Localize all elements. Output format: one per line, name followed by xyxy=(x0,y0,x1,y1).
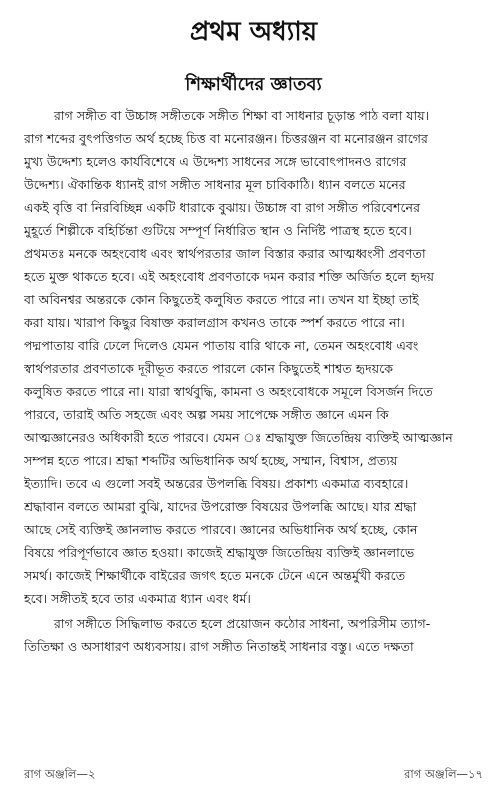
text-line: করা যায়। খারাপ কিছুর বিষাক্ত করালগ্রাস কখনও তাকে স্পর্শ করতে পারে না। xyxy=(24,315,405,330)
text-line: স্বার্থপরতার প্রবণতাকে দূরীভূত করতে পারলে কোন কিছুতেই শাশ্বত হৃদয়কে xyxy=(24,361,394,376)
text-line: উদ্দেশ্য। ঐকান্তিক ধ্যানই রাগ সঙ্গীত সাধনার মূল চাবিকাঠি। ধ্যান বলতে মনের xyxy=(24,177,406,192)
section-title: শিক্ষার্থীদের জ্ঞাতব্য xyxy=(185,74,322,95)
text-line: আছে সেই ব্যক্তিই জ্ঞানলাভ করতে পারবে। জ্ঞানের অভিধানিক অর্থ হচ্ছে, কোন xyxy=(24,522,418,537)
text-line: প্রথমতঃ মনকে অহংবোধ এবং স্বার্থপরতার জাল বিস্তার করার আত্মধ্বংসী প্রবণতা xyxy=(24,246,426,261)
chapter-title: প্রথম অধ্যায় xyxy=(189,17,318,47)
text-line: সমর্থ। কাজেই শিক্ষার্থীকে বাইরের জগৎ হতে মনকে টেনে এনে অন্তর্মুখী করতে xyxy=(24,568,406,583)
text-line: কলুষিত করতে পারে না। যারা স্বার্থবুদ্ধি, কামনা ও অহংবোধকে সমূলে বিসর্জন দিতে xyxy=(24,384,433,399)
page-footer xyxy=(24,766,483,788)
footer-right-page-number: রাগ অঞ্জলি—১৭ xyxy=(404,767,483,781)
body-text xyxy=(24,104,483,658)
text-line: তিতিক্ষা ও অসাধারণ অধ্যবসায়। রাগ সঙ্গীত নিতান্তই সাধনার বস্তু। এতে দক্ষতা xyxy=(24,639,414,654)
text-line: ইত্যাদি। তবে এ গুলো সবই অন্তরের উপলব্ধি বিষয়। প্রকাশ্য একমাত্র ব্যবহারে। xyxy=(24,476,409,491)
paragraph-2 xyxy=(24,612,483,658)
text-line: বা অবিনশ্বর অন্তরকে কোন কিছুতেই কলুষিত করতে পারে না। তখন যা ইচ্ছা তাই xyxy=(24,292,419,307)
text-line: বিষয়ে পরিপূর্ণভাবে জ্ঞাত হওয়া। কাজেই শ্রদ্ধাযুক্ত জিতেন্দ্রিয় ব্যক্তিই জ্ঞানলাভে xyxy=(24,545,415,560)
text-line: শ্রদ্ধাবান বলতে আমরা বুঝি, যাদের উপরোক্ত বিষয়ের উপলব্ধি আছে। যার শ্রদ্ধা xyxy=(24,499,417,514)
text-line: একই বৃত্তি বা নিরবিচ্ছিন্ন একটি ধারাকে বুঝায়। উচ্চাঙ্গ বা রাগ সঙ্গীত পরিবেশনের xyxy=(24,200,421,215)
text-line: হতে মুক্ত থাকতে হবে। এই অহংবোধ প্রবণতাকে দমন করার শক্তি অর্জিত হলে হৃদয় xyxy=(24,269,435,284)
text-line: রাগ সঙ্গীত বা উচ্চাঙ্গ সঙ্গীতকে সঙ্গীত শিক্ষা বা সাধনার চূড়ান্ত পাঠ বলা যায়। xyxy=(54,108,430,123)
text-line: পদ্মপাতায় বারি ঢেলে দিলেও যেমন পাতায় বারি থাকে না, তেমন অহংবোধ এবং xyxy=(24,338,419,353)
text-line: মুখ্য উদ্দেশ্য হলেও কার্যবিশেষে এ উদ্দেশ্য সাধনের সঙ্গে ভাবোৎপাদনও রাগের xyxy=(24,154,407,169)
footer-left-label: রাগ অঞ্জলি—২ xyxy=(24,767,96,781)
text-line: পারবে, তারাই অতি সহজে এবং অল্প সময় সাপেক্ষে সঙ্গীত জ্ঞানে এমন কি xyxy=(24,407,389,422)
text-line: সম্পন্ন হতে পারে। শ্রদ্ধা শব্দটির অভিধানিক অর্থ হচ্ছে, সম্মান, বিশ্বাস, প্রত্যয় xyxy=(24,453,398,468)
text-line: হবে। সঙ্গীতই হবে তার একমাত্র ধ্যান এবং ধর্ম। xyxy=(24,591,251,606)
text-line: আত্মজ্ঞানেরও অধিকারী হতে পারবে। যেমন ঃ শ্রদ্ধাযুক্ত জিতেন্দ্রিয় ব্যক্তিই আত্মজ্ঞান xyxy=(24,430,453,445)
text-line: মুহূর্তে শিল্পীকে বহির্চিন্তা গুটিয়ে সম্পূর্ণ নির্ধারিত স্থান ও নির্দিষ্ট পাত্রস্থ হতে হবে। xyxy=(24,223,412,238)
text-line: রাগ শব্দের বুৎপত্তিগত অর্থ হচ্ছে চিত্ত বা মনোরঞ্জন। চিত্তরঞ্জন বা মনোরঞ্জন রাগের xyxy=(24,131,428,146)
paragraph-1 xyxy=(24,104,483,610)
text-line: রাগ সঙ্গীতে সিদ্ধিলাভ করতে হলে প্রয়োজন কঠোর সাধনা, অপরিসীম ত্যাগ- xyxy=(54,616,431,631)
